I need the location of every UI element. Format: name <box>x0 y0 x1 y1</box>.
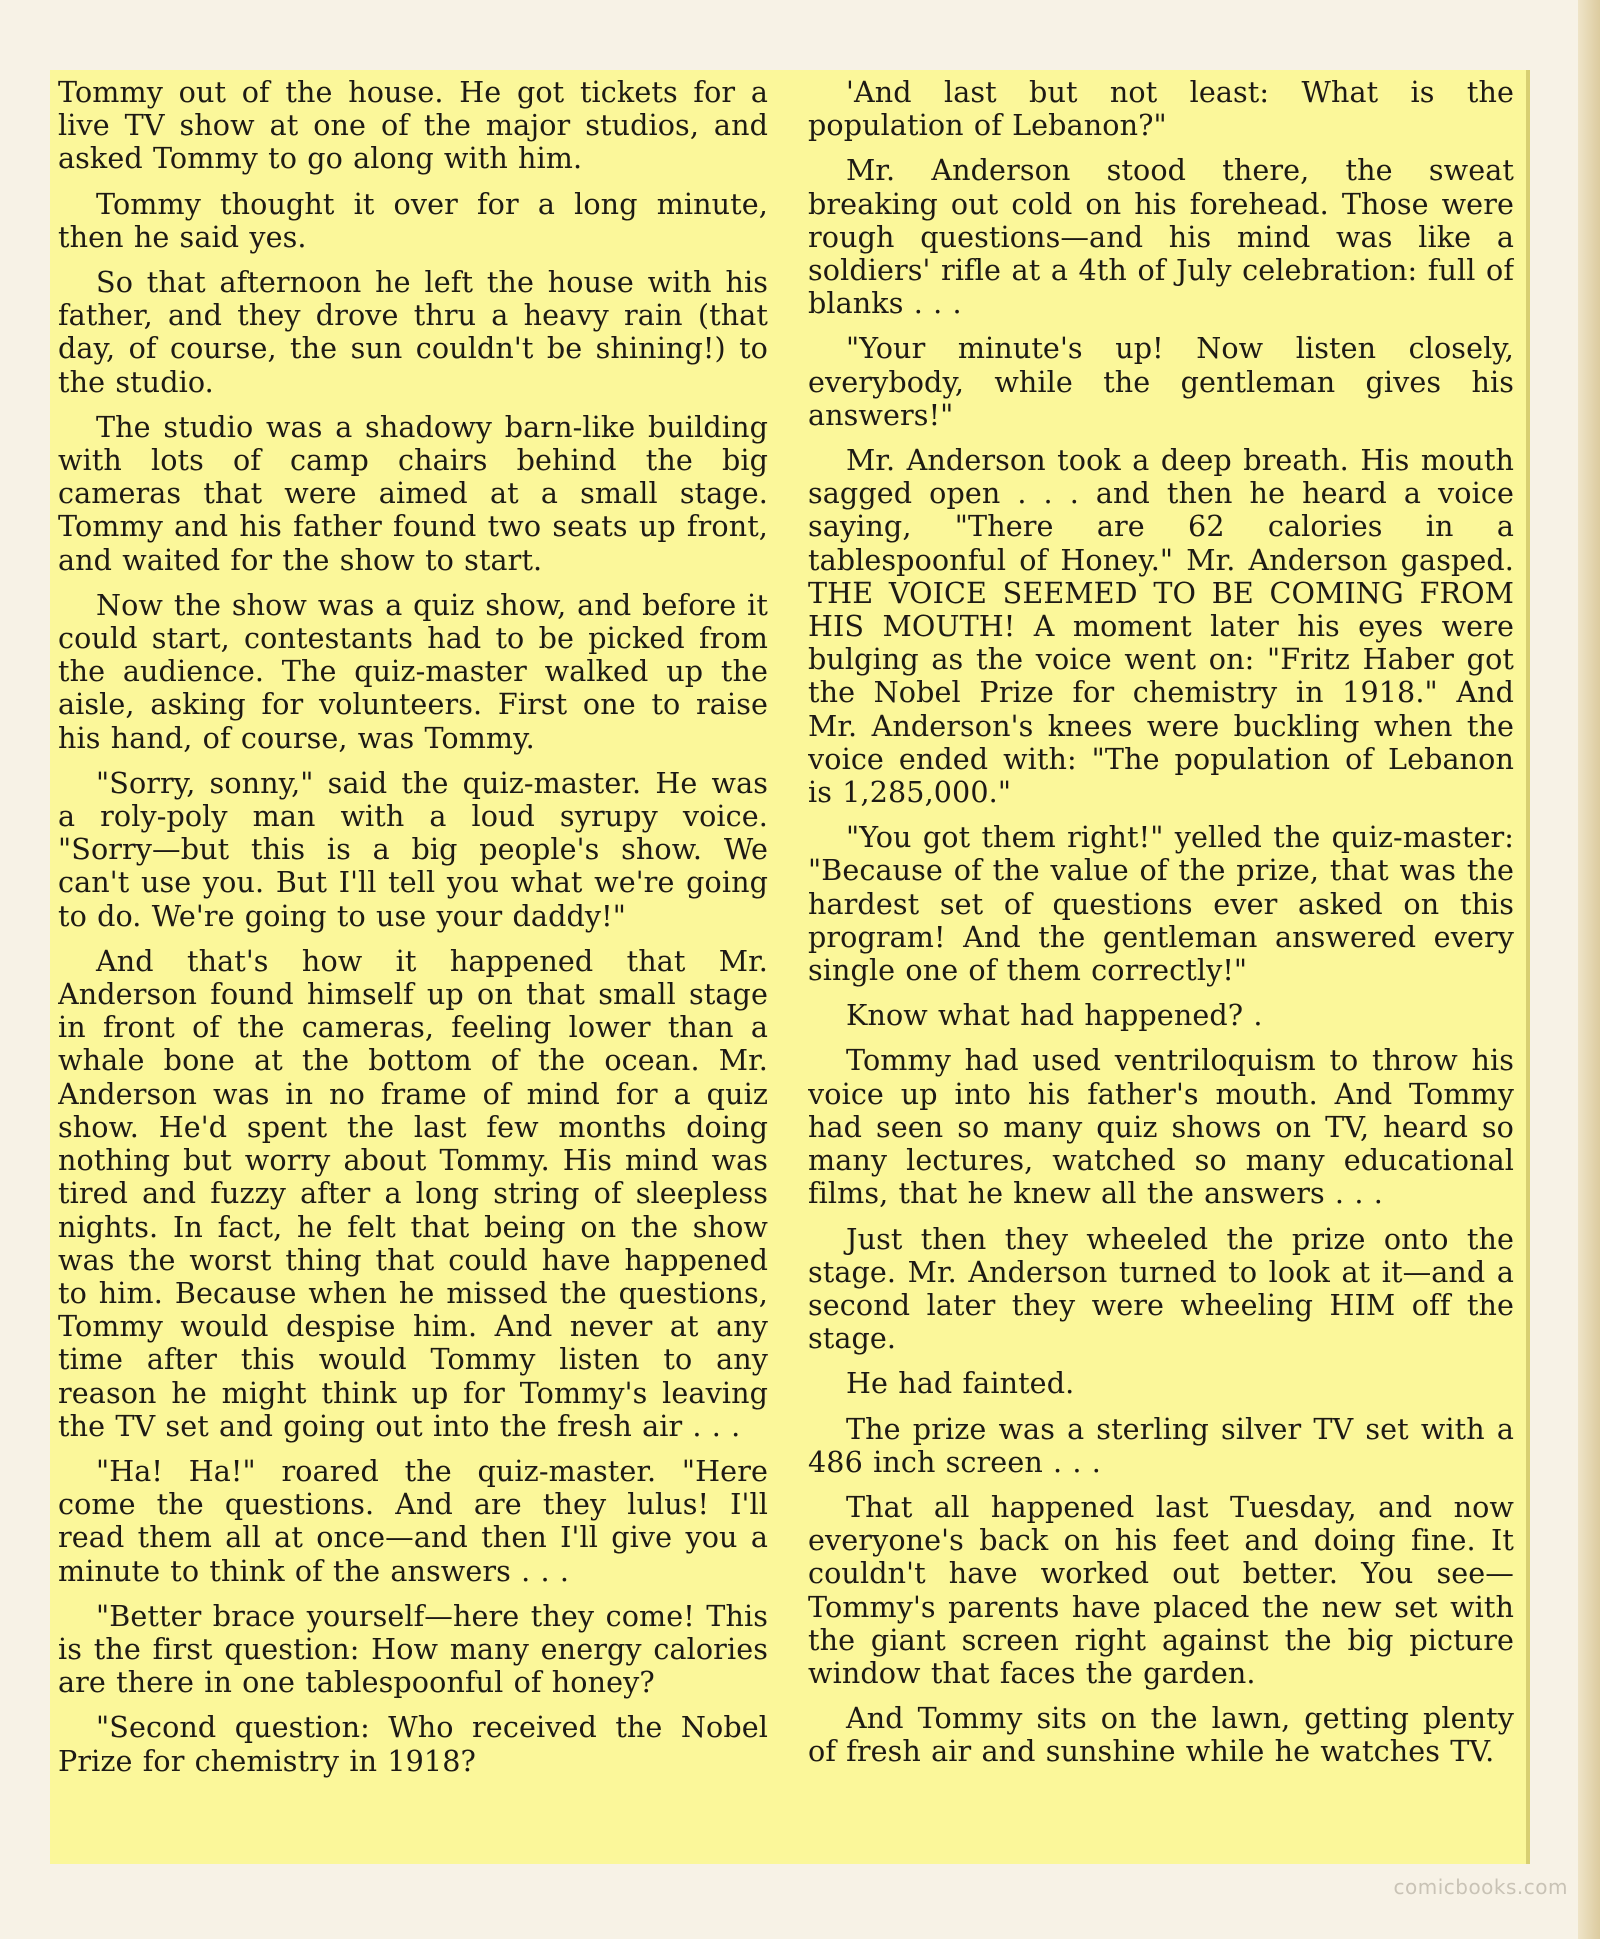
paragraph: Mr. Anderson took a deep breath. His mouth sagged open . . . and then he heard a voice saying, "There are 62 calories in a tablespoonful of Honey." Mr. Anderson gasped. THE VOICE SEEMED TO BE COMING FROM HIS MOUTH! A moment later his eyes were bulging as the voice went on: "Fritz Haber got the Nobel Prize for chemistry in 1918." And Mr. Anderson's knees were buckling when the voice ended with: "The population of Lebanon is 1,285,000." <box>808 443 1514 810</box>
paragraph: "Sorry, sonny," said the quiz-master. He was a roly-poly man with a loud syrupy voice. "Sorry—but this is a big people's show. We can't use you. But I'll tell you what we're going to do. We're going to use your daddy!" <box>58 765 768 933</box>
paragraph: "Your minute's up! Now listen closely, everybody, while the gentleman gives his answers!" <box>808 331 1514 432</box>
paragraph: Just then they wheeled the prize onto the stage. Mr. Anderson turned to look at it—and a second later they were wheeling HIM off the stage. <box>808 1221 1514 1356</box>
paragraph: "Ha! Ha!" roared the quiz-master. "Here come the questions. And are they lulus! I'll read them all at once—and then I'll give you a minute to think of the answers . . . <box>58 1453 768 1588</box>
paragraph: Tommy had used ventriloquism to throw his voice up into his father's mouth. And Tommy had seen so many quiz shows on TV, heard so many lectures, watched so many educational films, that he knew all the answers . . . <box>808 1043 1514 1211</box>
paragraph: That all happened last Tuesday, and now everyone's back on his feet and doing fine. It couldn't have worked out better. You see—Tommy's parents have placed the new set with the giant screen right against the big picture window that faces the garden. <box>808 1489 1514 1690</box>
paragraph: So that afternoon he left the house with his father, and they drove thru a heavy rain (that day, of course, the sun couldn't be shining!) to the studio. <box>58 265 768 399</box>
paragraph: Tommy thought it over for a long minute, then he said yes. <box>58 186 768 254</box>
watermark: comicbooks.com <box>1393 1875 1568 1899</box>
paragraph: 'And last but not least: What is the population of Lebanon?" <box>808 76 1514 143</box>
right-text-column <box>808 76 1514 1858</box>
page-edge <box>1578 0 1600 1939</box>
paragraph: The prize was a sterling silver TV set with a 486 inch screen . . . <box>808 1411 1514 1479</box>
paragraph: And that's how it happened that Mr. Anderson found himself up on that small stage in front of the cameras, feeling lower than a whale bone at the bottom of the ocean. Mr. Anderson was in no frame of mind for a quiz show. He'd spent the last few months doing nothing but worry about Tommy. His mind was tired and fuzzy after a long string of sleepless nights. In fact, he felt that being on the show was the worst thing that could have happened to him. Because when he missed the questions, Tommy would despise him. And never at any time after this would Tommy listen to any reason he might think up for Tommy's leaving the TV set and going out into the fresh air . . . <box>58 943 768 1443</box>
paragraph: "Second question: Who received the Nobel Prize for chemistry in 1918? <box>58 1710 768 1778</box>
paragraph: He had fainted. <box>846 1366 1075 1401</box>
paragraph: Know what had happened? . <box>846 998 1263 1033</box>
paragraph: "Better brace yourself—here they come! This is the first question: How many energy calories are there in one tablespoonful of honey? <box>58 1598 768 1700</box>
left-text-column <box>58 76 768 1858</box>
paragraph: Mr. Anderson stood there, the sweat breaking out cold on his forehead. Those were rough questions—and his mind was like a soldiers' rifle at a 4th of July celebration: full of blanks . . . <box>808 153 1514 321</box>
paragraph: The studio was a shadowy barn-like building with lots of camp chairs behind the big cameras that were aimed at a small stage. Tommy and his father found two seats up front, and waited for the show to start. <box>58 409 768 577</box>
paragraph: And Tommy sits on the lawn, getting plenty of fresh air and sunshine while he watches TV. <box>808 1701 1514 1769</box>
story-text-panel <box>50 70 1530 1864</box>
paragraph: Tommy out of the house. He got tickets for a live TV show at one of the major studios, and asked Tommy to go along with him. <box>58 76 768 176</box>
paragraph: "You got them right!" yelled the quiz-master: "Because of the value of the prize, that was the hardest set of questions ever asked on this program! And the gentleman answered every single one of them correctly!" <box>808 820 1514 988</box>
paragraph: Now the show was a quiz show, and before it could start, contestants had to be picked from the audience. The quiz-master walked up the aisle, asking for volunteers. First one to raise his hand, of course, was Tommy. <box>58 587 768 755</box>
